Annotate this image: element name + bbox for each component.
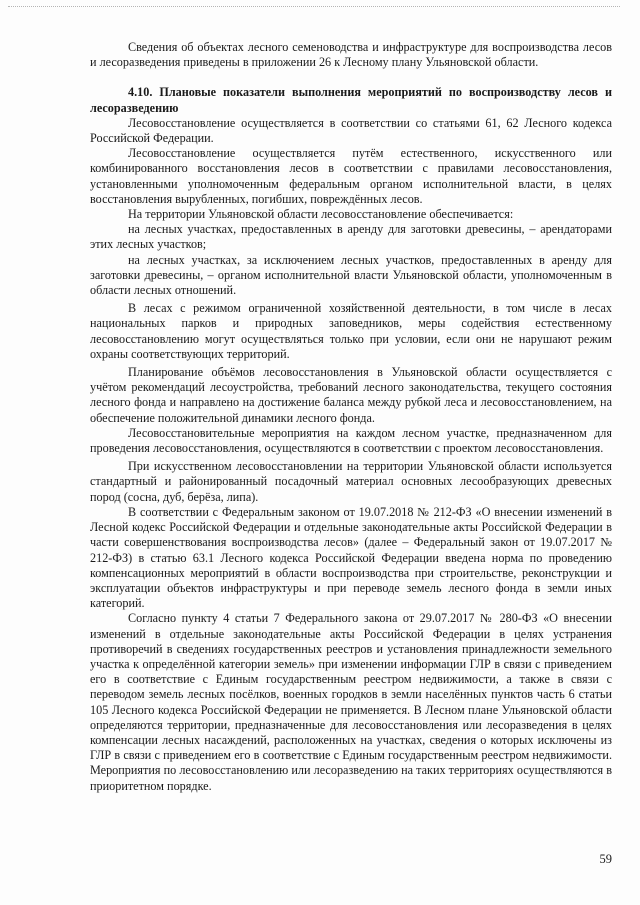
paragraph: Лесовосстановительные мероприятия на каждом лесном участке, предназначенном для проведения лесовосстановления, осуществляются в соответствии с проектом лесовосстановления. (90, 425, 612, 456)
list-item: на лесных участках, предоставленных в аренду для заготовки древесины, – арендаторами этих лесных участков; (90, 222, 612, 252)
scan-border (8, 6, 620, 8)
paragraph: На территории Ульяновской области лесовосстановление обеспечивается: (128, 207, 514, 222)
paragraph: Планирование объёмов лесовосстановления в Ульяновской области осуществляется с учётом рекомендаций лесоустройства, требований лесного законодательства, текущего состояния лесного фонда и направлено на достижение баланса между рубкой леса и лесовосстановлением, на обеспечение положительной динамики лесного фонда. (90, 365, 612, 425)
section-heading: 4.10. Плановые показатели выполнения мероприятий по воспроизводству лесов и лесоразведению (90, 85, 612, 115)
page-number: 59 (599, 852, 612, 866)
paragraph: В соответствии с Федеральным законом от 19.07.2018 № 212-ФЗ «О внесении изменений в Лесной кодекс Российской Федерации и отдельные законодательные акты Российской Федерации в части совершенствования воспроизводства лесов» (далее – Федеральный закон от 19.07.2017 № 212-ФЗ) в статью 63.1 Лесного кодекса Российской Федерации введена норма по проведению компенсационных мероприятий в области воспроизводства при строительстве, реконструкции и эксплуатации объектов инфраструктуры и при переводе земель лесного фонда в земли иных категорий. (90, 504, 612, 611)
paragraph: В лесах с режимом ограниченной хозяйственной деятельности, в том числе в лесах национальных парков и природных заповедников, меры содействия естественному лесовосстановлению могут осуществляться только при условии, если они не нарушают режим охраны соответствующих территорий. (90, 301, 612, 361)
paragraph: При искусственном лесовосстановлении на территории Ульяновской области используется стандартный и районированный посадочный материал основных лесообразующих древесных пород (сосна, дуб, берёза, липа). (90, 459, 612, 504)
page-body (90, 40, 612, 794)
paragraph: Согласно пункту 4 статьи 7 Федерального закона от 29.07.2017 № 280-ФЗ «О внесении изменений в отдельные законодательные акты Российской Федерации в целях устранения противоречий в сведениях государственных реестров и установления принадлежности земельного участка к определённой категории земель» при изменении информации ГЛР в связи с приведением его в соответствие с Единым государственным реестром недвижимости, а также в связи с переводом земель лесных посёлков, военных городков в земли населённых пунктов часть 6 статьи 105 Лесного кодекса Российской Федерации не применяется. В Лесном плане Ульяновской области определяются территории, предназначенные для лесовосстановления или лесоразведения в целях компенсации лесных насаждений, расположенных на участках, сведения о которых исключены из ГЛР в связи с приведением его в соответствие с Единым государственным реестром недвижимости. Мероприятия по лесовосстановлению или лесоразведению на таких территориях осуществляются в приоритетном порядке. (90, 611, 612, 793)
paragraph: Лесовосстановление осуществляется в соответствии со статьями 61, 62 Лесного кодекса Российской Федерации. (90, 115, 612, 146)
paragraph: Лесовосстановление осуществляется путём естественного, искусственного или комбинированного восстановления лесов в соответствии с правилами лесовосстановления, установленными уполномоченным федеральным органом исполнительной власти, в целях восстановления вырубленных, погибших, повреждённых лесов. (90, 146, 612, 206)
intro-paragraph: Сведения об объектах лесного семеноводства и инфраструктуре для воспроизводства лесов и лесоразведения приведены в приложении 26 к Лесному плану Ульяновской области. (90, 40, 612, 70)
list-item: на лесных участках, за исключением лесных участков, предоставленных в аренду для заготовки древесины, – органом исполнительной власти Ульяновской области, уполномоченным в области лесных отношений. (90, 252, 612, 298)
